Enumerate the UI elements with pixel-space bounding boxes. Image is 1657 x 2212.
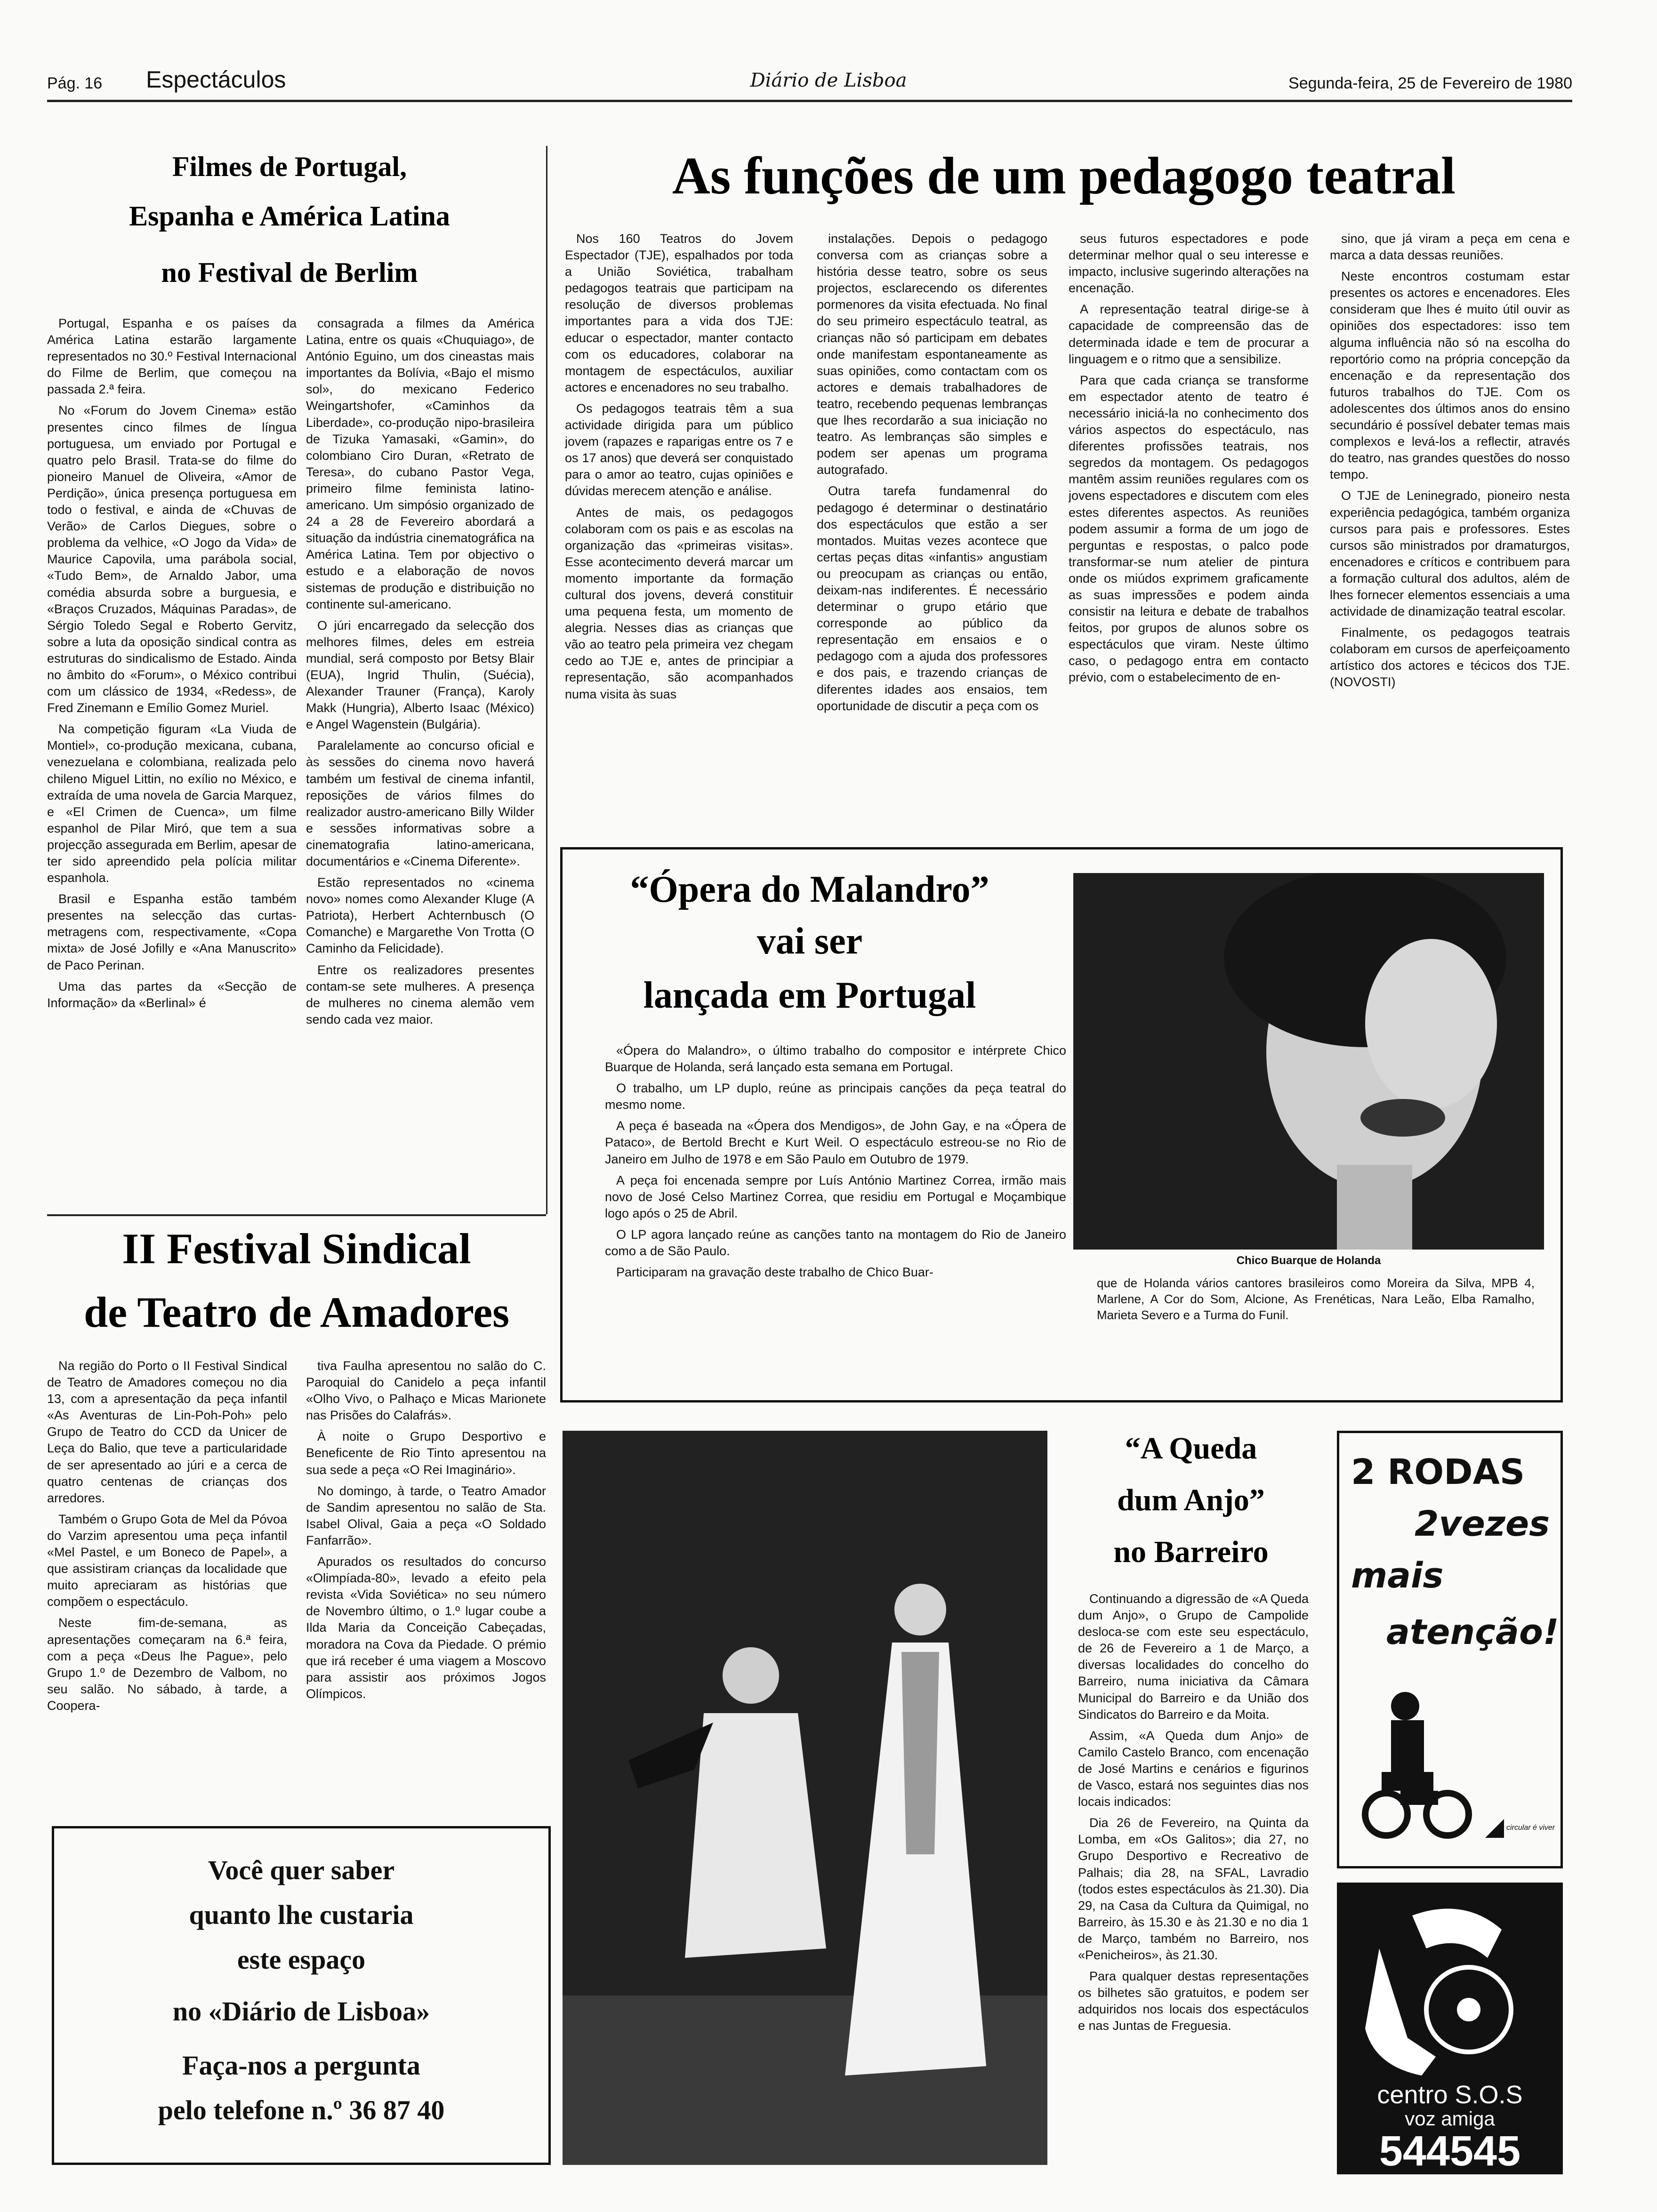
pedagogo-col-3 xyxy=(1069,231,1309,819)
issue-date: Segunda-feira, 25 de Fevereiro de 1980 xyxy=(1288,74,1572,92)
ad-line: Você quer saber xyxy=(208,1855,395,1885)
ad-line: centro S.O.S xyxy=(1377,2081,1523,2109)
ad-line: quanto lhe custaria xyxy=(189,1899,414,1930)
paragraph: Dia 26 de Fevereiro, na Quinta da Lomba, em «Os Galitos»; dia 27, no Grupo Desportivo e Recreativo de Palhais; dia 28, na SFAL, Lavradio (todos estes espectáculos às 21.30). Dia 29, na Casa da Cultura da Quimigal, no Barreiro, às 15.30 e às 21.30 e no dia 1 de Março, também no Barreiro, nos «Penicheiros», às 21.30. xyxy=(1078,1816,1309,1962)
ad-line: voz amiga xyxy=(1405,2108,1495,2130)
ad-line: no «Diário de Lisboa» xyxy=(172,1996,430,2027)
paragraph: Brasil e Espanha estão também presentes na selecção das curtas-metragens com, respectivamente, «Copa mixta» de José Jofilly e «Ana Manuscrito» de Paco Perinan. xyxy=(47,892,297,972)
pedagogo-headline: As funções de um pedagogo teatral xyxy=(672,147,1456,205)
ad-phone: 544545 xyxy=(1379,2128,1521,2175)
berlin-headline-3: no Festival de Berlim xyxy=(161,257,418,288)
paragraph: Estão representados no «cinema novo» nomes como Alexander Kluge (A Patriota), Herbert Achternbusch (O Comanche) e Margarethe Von Trotta (O Caminho da Felicidade). xyxy=(306,875,534,956)
article-berlin xyxy=(47,151,532,1205)
berlin-col-1 xyxy=(47,315,297,1205)
pedagogo-col-2 xyxy=(817,231,1047,819)
ad-tagline: circular é viver xyxy=(1506,1824,1555,1832)
paragraph: Paralelamente ao concurso oficial e às sessões do cinema novo haverá também um festival de cinema infantil, reposições de vários filmes do realizador austro-americano Billy Wilder e sessões informativas sobre a cinematografia latino-americana, documentários e «Cinema Diferente». xyxy=(306,738,534,868)
paragraph: «Ópera do Malandro», o último trabalho do compositor e intérprete Chico Buarque de Holanda, será lançado esta semana em Portugal. xyxy=(605,1043,1066,1074)
paragraph: Para que cada criança se transforme em espectador atento de teatro é necessário iniciá-la no conhecimento dos vários aspectos do espectáculo, nas diferentes profissões teatrais, nos segredos da montagem. Os pedagogos mantêm assim reuniões regulares com os jovens espectadores e discutem com eles estes diferentes aspectos. As reuniões podem assumir a forma de um jogo de perguntas e respostas, o palco pode transformar-se num atelier de pintura onde os miúdos exprimem graficamente as suas impressões e podem ainda consistir na leitura e debate de trabalhos feitos, por grupos de alunos sobre os espectáculos que viram. Neste último caso, o pedagogo entra em contacto prévio, com o estabelecimento de en- xyxy=(1069,373,1309,685)
paragraph: Participaram na gravação deste trabalho de Chico Buar- xyxy=(616,1265,933,1280)
paragraph: sino, que já viram a peça em cena e marca a data dessas reuniões. xyxy=(1330,232,1570,263)
paragraph: Na competição figuram «La Viuda de Montiel», co-produção mexicana, cubana, venezuelana e colombiana, realizada pelo chileno Miguel Littin, no exílio no México, e extraída de uma novela de Garcia Marquez, e «El Crimen de Cuenca», um filme espanhol de Pilar Miró, que tem a sua projecção assegurada em Berlim, apesar de ter sido apreendido pela polícia militar espanhola. xyxy=(47,722,297,885)
anjo-headline-2: dum Anjo” xyxy=(1117,1483,1265,1517)
paragraph: À noite o Grupo Desportivo e Beneficente de Rio Tinto apresentou na sua sede a peça «O Rei Imaginário». xyxy=(306,1429,546,1477)
column-rule xyxy=(546,146,547,1214)
malandro-headline-3: lançada em Portugal xyxy=(643,975,976,1016)
sindical-headline-1: II Festival Sindical xyxy=(122,1225,471,1273)
sindical-col-2 xyxy=(306,1358,546,1800)
paragraph: Entre os realizadores presentes contam-se sete mulheres. A presença de mulheres no cinema alemão vem sendo cada vez maior. xyxy=(306,962,534,1026)
paragraph: O TJE de Leninegrado, pioneiro nesta experiência pedagógica, também organiza cursos para pais e professores. Estes cursos são ministrados por dramaturgos, encenadores e críticos e contribuem para a formação cultural dos adultos, além de lhes fornecer elementos essenciais a uma actividade de dinamização teatral escolar. xyxy=(1330,489,1570,619)
berlin-headline-2: Espanha e América Latina xyxy=(129,200,450,232)
ad-line: 2 RODAS xyxy=(1351,1452,1525,1492)
newspaper-name: Diário de Lisboa xyxy=(750,70,907,91)
malandro-body xyxy=(605,1042,1066,1381)
paragraph: A peça é baseada na «Ópera dos Mendigos», de John Gay, e na «Ópera de Pataco», de Bertold Brecht e Kurt Weil. O espectáculo estreou-se no Rio de Janeiro em Julho de 1978 e em São Paulo em Outubro de 1979. xyxy=(605,1119,1066,1166)
ad-line: este espaço xyxy=(237,1944,366,1975)
sindical-headline-2: de Teatro de Amadores xyxy=(84,1288,509,1336)
ad-2rodas xyxy=(1337,1431,1563,1868)
malandro-headline-2: vai ser xyxy=(756,921,863,962)
paragraph: Apurados os resultados do concurso «Olimpíada-80», levado a efeito pela revista «Vida Soviética» no seu número de Novembro último, o 1.º lugar coube a Ilda Maria da Conceição Cabeçadas, moradora na Cova da Piedade. O prémio que irá receber é uma viagem a Moscovo para assistir aos próximos Jogos Olímpicos. xyxy=(306,1555,546,1701)
article-anjo xyxy=(1064,1431,1318,2184)
stage-illustration xyxy=(563,1431,1047,2165)
paragraph: Nos 160 Teatros do Jovem Espectador (TJE), espalhados por toda a União Soviética, trabalham pedagogos teatrais que participam na resolução de diversos problemas importantes para a vida dos TJE: educar o espectador, manter contacto com os educadores, colaborar na montagem de espectáculos, auxiliar actores e encenadores no seu trabalho. xyxy=(565,232,793,394)
paragraph: No «Forum do Jovem Cinema» estão presentes cinco filmes de língua portuguesa, um enviado por Portugal e quatro pelo Brasil. Trata-se do filme do pioneiro Manuel de Oliveira, «Amor de Perdição», única presença portuguesa em todo o festival, e ainda de «Chuvas de Verão» de Carlos Diegues, sobre o problema da velhice, «O Jogo da Vida» de Maurice Capovila, uma parábola social, «Tudo Bem», de Arnaldo Jabor, uma comédia absurda sobre a burguesia, e «Braços Cruzados, Máquinas Paradas», de Sérgio Toledo Segal e Roberto Gervitz, sobre a luta da oposição sindical contra as estruturas do sindicalismo de Estado. Ainda no âmbito do «Forum», o México contribui com um clássico de 1934, «Redess», de Fred Zinemann e Emílio Gomez Muriel. xyxy=(47,403,297,715)
section-name: Espectáculos xyxy=(146,66,286,93)
chico-buarque-photo xyxy=(1073,873,1544,1250)
malandro-continuation: que de Holanda vários cantores brasileiros como Moreira da Silva, MPB 4, Marlene, A Cor do Som, Alcione, As Frenéticas, Nara Leão, Elba Ramalho, Marieta Severo e a Turma do Funil. xyxy=(1097,1276,1535,1322)
paragraph: Neste encontros costumam estar presentes os actores e encenadores. Eles consideram que lhes é muito útil ouvir as opiniões dos espectadores: isso tem alguma influência não só na escolha do reportório como na própria concepção da encenação e da representação dos futuros trabalhos do TJE. Com os adolescentes dos últimos anos do ensino secundário é possível debater temas mais complexos e levá-los a reflectir, através do teatro, nas grandes questões do nosso tempo. xyxy=(1330,269,1570,482)
paragraph: A representação teatral dirige-se à capacidade de compreensão das de determinada idade e tem de procurar a linguagem e o ritmo que a sensibilize. xyxy=(1069,302,1309,366)
ad-sos xyxy=(1337,1883,1563,2174)
telephone-hand-icon xyxy=(1346,1887,1553,2085)
paragraph: Na região do Porto o II Festival Sindical de Teatro de Amadores começou no dia 13, com a apresentação da peça infantil «As Aventuras de Lin-Poh-Poh» pelo Grupo de Teatro do CCD da Unicer de Leça do Balio, que teve a particularidade de ser apresentado ao júri e a cerca de quatro centenas de crianças dos arredores. xyxy=(47,1359,287,1505)
section-rule xyxy=(47,1214,546,1216)
paragraph: seus futuros espectadores e pode determinar melhor qual o seu interesse e impacto, inclusive sugerindo alterações na encenação. xyxy=(1069,232,1309,296)
masthead xyxy=(47,66,1572,99)
paragraph: Para qualquer destas representações os bilhetes são gratuitos, e podem ser adquiridos nos locais dos espectáculos e nas Juntas de Freguesia. xyxy=(1078,1969,1309,2033)
paragraph: Outra tarefa fundamenral do pedagogo é determinar o destinatário dos espectáculos que estão a ser montados. Muitas vezes acontece que certas peças ditas «infantis» angustiam ou preocupam as crianças ou então, deixam-nas indiferentes. É necessário determinar o grupo etário que corresponde ao público da representação em ensaios e o pedagogo com a ajuda dos professores e dos pais, e trazendo crianças de diferentes idades aos ensaios, tem oportunidade de discutir a peça com os xyxy=(817,484,1047,713)
paragraph: Neste fim-de-semana, as apresentações começaram na 6.ª feira, com a peça «Deus lhe Pague», pelo Grupo 1.º de Dezembro de Valbom, no seu salão. No sábado, à tarde, a Coopera- xyxy=(47,1616,287,1713)
paragraph: instalações. Depois o pedagogo conversa com as crianças sobre a história desse teatro, sobre os seus projectos, esclarecendo os diferentes pormenores da visita efectuada. No final do seu primeiro espectáculo teatral, as crianças não só participam em debates onde manifestam espontaneamente as suas opiniões, como contactam com os actores e demais trabalhadores de teatro, recebendo pequenas lembranças que lhes recordarão a sua iniciação no teatro. As lembranças são simples e podem ser apenas um programa autografado. xyxy=(817,232,1047,477)
sindical-col-1 xyxy=(47,1358,287,1800)
paragraph: A peça foi encenada sempre por Luís António Martinez Correa, irmão mais novo de José Celso Martinez Correa, que residiu em Portugal e Moçambique logo após o 25 de Abril. xyxy=(605,1173,1066,1220)
pedagogo-col-4 xyxy=(1330,231,1570,819)
paragraph: O trabalho, um LP duplo, reúne as principais canções da peça teatral do mesmo nome. xyxy=(605,1081,1066,1112)
pedagogo-col-1 xyxy=(565,231,793,819)
berlin-col-2 xyxy=(306,315,534,1205)
paragraph: Portugal, Espanha e os países da América Latina estarão largamente representados no 30.º Festival Internacional do Filme de Berlim, que começou na passada 2.ª feira. xyxy=(47,316,297,397)
paragraph: Uma das partes da «Secção de Informação» da «Berlinal» é xyxy=(47,979,297,1010)
anjo-headline-1: “A Queda xyxy=(1125,1431,1257,1466)
anjo-body xyxy=(1078,1591,1309,2174)
masthead-rule xyxy=(47,100,1572,102)
ad-espaco xyxy=(52,1826,551,2165)
paragraph: consagrada a filmes da América Latina, entre os quais «Chuquiago», de António Eguino, um dos cineastas mais importantes da Bolívia, «Bajo el mismo sol», do mexicano Federico Weingartshofer, «Caminhos da Liberdade», co-produção nipo-brasileira de Tizuka Yamasaki, «Gamin», do colombiano Ciro Duran, «Retrato de Teresa», do cubano Pastor Vega, primeiro filme feminista latino-americano. Um simpósio organizado de 24 a 28 de Fevereiro abordará a situação da indústria cinematográfica na América Latina. Tem por objectivo o estudo e a elaboração de novos sistemas de produção e distribuição no continente sul-americano. xyxy=(306,316,534,611)
ad-line: atenção! xyxy=(1386,1612,1559,1652)
paragraph: Finalmente, os pedagogos teatrais colaboram em cursos de aperfeiçoamento artístico dos actores e técicos dos TJE. (NOVOSTI) xyxy=(1330,625,1570,689)
ad-line: Faça-nos a pergunta xyxy=(182,2050,420,2081)
paragraph: O júri encarregado da selecção dos melhores filmes, deles em estreia mundial, será composto por Betsy Blair (EUA), Ingrid Thulin, (Suécia), Alexander Trauner (França), Karoly Makk (Hungria), Alberto Isaac (México) e Angel Wagenstein (Bulgária). xyxy=(306,618,534,732)
paragraph: Os pedagogos teatrais têm a sua actividade dirigida para um público jovem (rapazes e raparigas entre os 7 e os 17 anos) que deverá ser conquistado para o amor ao teatro, cujas opiniões e dúvidas merecem atenção e análise. xyxy=(565,401,793,498)
paragraph: No domingo, à tarde, o Teatro Amador de Sandim apresentou no salão de Sta. Isabel Olival, Gaia a peça «O Soldado Fanfarrão». xyxy=(306,1483,546,1547)
ad-line: 2vezes xyxy=(1415,1504,1550,1544)
portrait-illustration xyxy=(1073,873,1544,1250)
paragraph: tiva Faulha apresentou no salão do C. Paroquial do Canidelo a peça infantil «Olho Vivo, o Palhaço e Micas Marionete nas Prisões do Calafrás». xyxy=(306,1359,546,1423)
paragraph: Continuando a digressão de «A Queda dum Anjo», o Grupo de Campolide desloca-se com este seu espectáculo, de 26 de Fevereiro a 1 de Março, a diversas localidades do concelho do Barreiro, numa iniciativa da Câmara Municipal do Barreiro e da União dos Sindicatos do Barreiro e da Moita. xyxy=(1078,1592,1309,1722)
malandro-headline-1: “Ópera do Malandro” xyxy=(630,869,989,910)
anjo-headline-3: no Barreiro xyxy=(1113,1535,1269,1569)
photo-caption: Chico Buarque de Holanda xyxy=(1236,1254,1381,1267)
berlin-headline-1: Filmes de Portugal, xyxy=(172,151,407,182)
paragraph: Também o Grupo Gota de Mel da Póvoa do Varzim apresentou uma peça infantil «Mel Pastel, e um Boneco de Papel», a que assistiram crianças da localidade que muito apreciaram as histórias que compõem o espectáculo. xyxy=(47,1512,287,1609)
motorcycle-rider-icon xyxy=(1353,1687,1495,1843)
article-sindical xyxy=(47,1224,546,1807)
theatre-scene-photo xyxy=(563,1431,1047,2165)
paragraph: Assim, «A Queda dum Anjo» de Camilo Castelo Branco, com encenação de José Martins e cenários e figurinos de Vasco, estará nos seguintes dias nos locais indicados: xyxy=(1078,1728,1309,1809)
page-number: Pág. 16 xyxy=(47,74,103,92)
article-malandro xyxy=(560,847,1563,1403)
ad-phone: pelo telefone n.º 36 87 40 xyxy=(158,2095,445,2125)
ad-line: mais xyxy=(1351,1555,1444,1596)
paragraph: O LP agora lançado reúne as canções tanto na montagem do Rio de Janeiro como a de São Paulo. xyxy=(605,1227,1066,1258)
road-safety-logo-icon xyxy=(1485,1819,1504,1838)
paragraph: Antes de mais, os pedagogos colaboram com os pais e as escolas na organização das «primeiras visitas». Esse acontecimento deverá marcar um momento importante da formação cultural dos jovens, deverá constituir uma pequena festa, um momento de alegria. Nesses dias as crianças que vão ao teatro pela primeira vez chegam cedo ao TJE e, antes de principiar a representação, são acompanhados numa visita às suas xyxy=(565,505,793,701)
